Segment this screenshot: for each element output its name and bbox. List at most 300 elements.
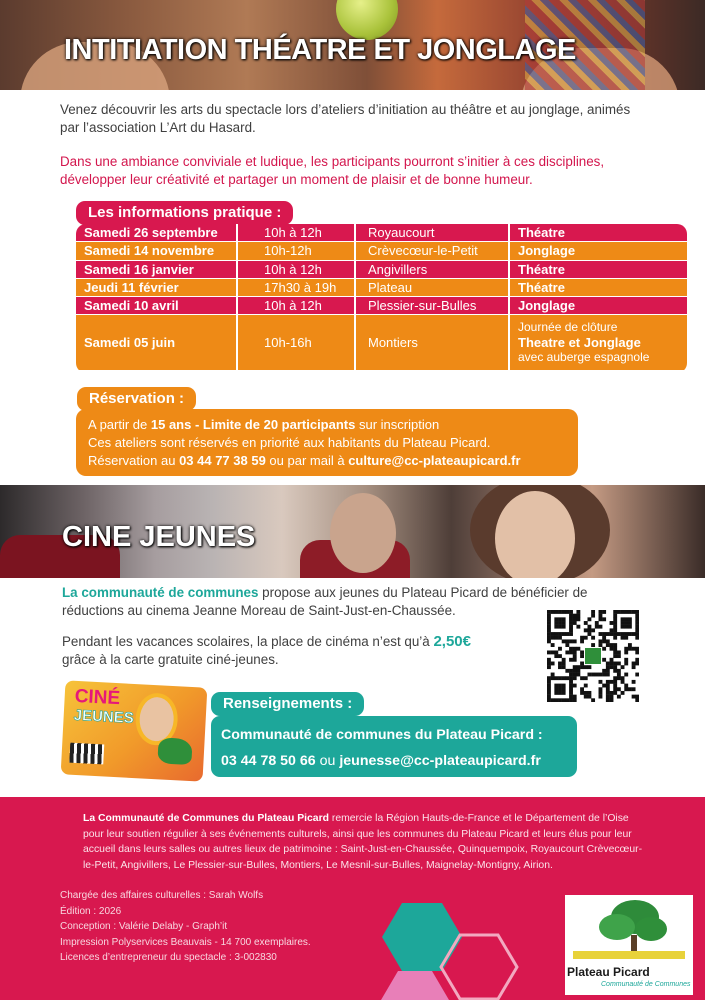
qr-module [599,680,603,684]
session-date: Jeudi 11 février [76,279,238,296]
credit-line: Licences d’entrepreneur du spectacle : 3-002830 [60,952,277,963]
qr-module [569,650,573,654]
qr-module [621,691,625,695]
qr-module [635,632,639,636]
qr-module [547,676,551,680]
qr-module [613,647,617,651]
qr-module [562,684,566,688]
qr-module [635,658,639,662]
qr-module [613,610,617,614]
qr-module [617,673,621,677]
qr-module [624,617,628,621]
reservation-line-1 [88,416,566,434]
qr-module [617,632,621,636]
credit-line: Chargée des affaires culturelles : Sarah Wolfs [60,890,264,901]
qr-module [610,691,614,695]
cine-price: 2,50€ [433,633,471,650]
qr-module [565,650,569,654]
qr-module [562,617,566,621]
qr-module [580,650,584,654]
qr-module [580,687,584,691]
card-title: CINÉ [74,685,121,710]
qr-module [632,687,636,691]
qr-module [635,610,639,614]
qr-module [602,684,606,688]
reservation-text: A partir de [88,417,151,432]
qr-module [621,636,625,640]
qr-module [606,687,610,691]
qr-module [565,643,569,647]
spectator-face [330,493,396,573]
qr-module [562,625,566,629]
qr-module [591,673,595,677]
qr-module [569,684,573,688]
reservation-line-3 [88,452,566,470]
qr-module [580,636,584,640]
session-activity [510,315,687,370]
qr-module [606,665,610,669]
qr-module [602,617,606,621]
qr-module [610,662,614,666]
qr-module [628,687,632,691]
schedule-row [76,297,687,315]
qr-module [635,636,639,640]
qr-module [558,665,562,669]
qr-module [573,654,577,658]
qr-module [613,684,617,688]
cine-jeunes-card [61,680,208,781]
qr-module [624,684,628,688]
session-activity: Théatre [518,261,565,277]
qr-module [569,698,573,702]
qr-module [610,643,614,647]
qr-module [558,687,562,691]
session-time: 10h à 12h [238,224,356,241]
closing-extra: avec auberge espagnole [518,350,650,365]
qr-module [558,662,562,666]
qr-code[interactable] [547,610,639,702]
qr-module [628,643,632,647]
tree-logo-icon [565,895,693,965]
qr-module [558,698,562,702]
qr-module [628,647,632,651]
qr-module [613,691,617,695]
qr-module [576,617,580,621]
qr-module [569,621,573,625]
qr-module [624,662,628,666]
qr-module [573,665,577,669]
qr-module [599,687,603,691]
qr-module [554,636,558,640]
qr-module [562,687,566,691]
qr-module [624,621,628,625]
qr-module [628,621,632,625]
qr-module [584,628,588,632]
qr-module [624,647,628,651]
qr-module [613,625,617,629]
qr-module [573,650,577,654]
qr-module [587,695,591,699]
qr-module [569,680,573,684]
qr-module [587,628,591,632]
reservation-limit: 20 participants [263,417,356,432]
qr-module [591,698,595,702]
renseignements-org: Communauté de communes du Plateau Picard : [221,727,543,743]
qr-module [587,665,591,669]
film-strip-icon [69,743,104,765]
session-place: Plessier-sur-Bulles [356,297,510,314]
qr-module [617,676,621,680]
qr-module [632,647,636,651]
qr-module [621,625,625,629]
qr-module [599,691,603,695]
renseignements-phone[interactable]: 03 44 78 50 66 [221,753,316,769]
closing-note: Journée de clôture [518,320,618,335]
session-place: Crèvecœur-le-Petit [356,242,510,259]
qr-module [591,610,595,614]
qr-module [613,665,617,669]
qr-module [580,691,584,695]
qr-module [558,676,562,680]
qr-module [606,643,610,647]
qr-module [617,669,621,673]
qr-module [599,673,603,677]
qr-module [573,639,577,643]
session-date: Samedi 05 juin [76,315,238,370]
qr-module [587,625,591,629]
qr-module [595,621,599,625]
qr-module [635,650,639,654]
tree-logo-icon [157,737,192,765]
session-place: Montiers [356,315,510,370]
reservation-heading: Réservation : [77,387,196,411]
qr-module [628,617,632,621]
qr-module [558,691,562,695]
qr-module [610,695,614,699]
qr-module [584,636,588,640]
qr-module [547,680,551,684]
qr-module [613,636,617,640]
qr-module [606,669,610,673]
hexagon-pink [381,971,449,1000]
qr-module [576,665,580,669]
session-time: 10h-12h [238,242,356,259]
reservation-text: - Limite de [191,417,264,432]
qr-module [565,639,569,643]
qr-module [617,687,621,691]
spectator-face [495,491,575,578]
qr-module [621,676,625,680]
qr-module [606,695,610,699]
theatre-intro-2: Dans une ambiance conviviale et ludique, les participants pourront s’initier à ces disciplines, développer leur créativité et partager un moment de plaisir et de bonne humeur. [60,154,605,187]
qr-module [628,632,632,636]
qr-module [547,698,551,702]
qr-module [621,610,625,614]
qr-module [635,673,639,677]
qr-module [606,662,610,666]
session-date: Samedi 14 novembre [76,242,238,259]
qr-module [591,628,595,632]
qr-module [565,610,569,614]
theatre-intro: Venez découvrir les arts du spectacle lors d’ateliers d’initiation au théâtre et au jonglage, animés par l’association L’Art du Hasard. [60,102,631,135]
qr-module [551,676,555,680]
qr-module [599,639,603,643]
session-activity: Théatre [518,280,565,296]
qr-module [558,647,562,651]
session-time: 17h30 à 19h [238,279,356,296]
credit-line: Impression Polyservices Beauvais - 14 700 exemplaires. [60,936,311,948]
qr-module [547,617,551,621]
qr-module [613,662,617,666]
qr-module [547,628,551,632]
qr-module [547,625,551,629]
qr-module [569,687,573,691]
qr-module [628,625,632,629]
qr-module [621,665,625,669]
qr-module [562,632,566,636]
renseignements-box [211,716,577,777]
qr-module [562,610,566,614]
qr-module [599,643,603,647]
qr-module [554,687,558,691]
qr-module [569,614,573,618]
qr-module [551,632,555,636]
session-activity: Jonglage [518,298,576,314]
renseignements-email-link[interactable]: jeunesse@cc-plateaupicard.fr [339,753,541,769]
qr-module [569,691,573,695]
qr-module [587,617,591,621]
schedule-row [76,261,687,279]
qr-module [632,662,636,666]
qr-center-logo-icon [585,648,601,664]
qr-module [558,632,562,636]
session-date: Samedi 16 janvier [76,261,238,278]
cine-text: Pendant les vacances scolaires, la place de cinéma n’est qu’à [62,634,434,649]
qr-module [599,610,603,614]
qr-module [606,639,610,643]
qr-module [635,695,639,699]
qr-module [591,643,595,647]
session-date: Samedi 10 avril [76,297,238,314]
qr-module [584,691,588,695]
qr-module [591,614,595,618]
qr-module [580,639,584,643]
qr-module [551,662,555,666]
qr-module [554,621,558,625]
qr-module [624,625,628,629]
qr-module [587,691,591,695]
qr-module [610,680,614,684]
qr-module [632,632,636,636]
qr-module [558,625,562,629]
qr-module [621,632,625,636]
qr-module [551,650,555,654]
qr-module [551,643,555,647]
qr-module [610,658,614,662]
qr-module [547,691,551,695]
qr-module [584,665,588,669]
qr-module [602,658,606,662]
qr-module [569,632,573,636]
qr-module [621,617,625,621]
qr-module [554,698,558,702]
footer-thanks-text: remercie la Région Hauts-de-France et le Département de l’Oise pour leur soutien régulier à ses événements culturels, ainsi que les communes du Plateau Picard et leurs élus pour leur accueil dans leurs salles ou autres lieux de patrimoine : Saint-Just-en-Chaussée, Quinquempoix, Royaucourt Crèvecœur-le-Petit, Angivillers, Le Plessier-sur-Bulles, Montiers, Le Mesnil-sur-Bulles, Maignelay-Montigny, Airion. [83,813,643,871]
qr-module [547,639,551,643]
qr-module [602,673,606,677]
qr-module [562,621,566,625]
qr-module [602,647,606,651]
qr-module [573,647,577,651]
qr-module [569,658,573,662]
qr-module [635,617,639,621]
qr-module [558,684,562,688]
logo-subtitle: Communauté de Communes [601,981,691,988]
session-place: Angivillers [356,261,510,278]
qr-module [547,695,551,699]
qr-module [584,621,588,625]
qr-module [602,610,606,614]
qr-module [602,639,606,643]
qr-module [624,632,628,636]
qr-module [569,639,573,643]
qr-module [558,621,562,625]
qr-module [613,687,617,691]
theatre-section-title: INTITIATION THÉATRE ET JONGLAGE [64,34,576,66]
qr-module [551,636,555,640]
qr-module [606,684,610,688]
qr-module [610,628,614,632]
schedule-row [76,279,687,297]
qr-module [554,691,558,695]
qr-module [547,687,551,691]
qr-module [547,650,551,654]
closing-activity: Theatre et Jonglage [518,335,641,351]
qr-module [562,658,566,662]
qr-module [580,662,584,666]
qr-module [635,614,639,618]
cine-text: grâce à la carte gratuite ciné-jeunes. [62,652,279,667]
qr-module [569,695,573,699]
qr-module [576,669,580,673]
qr-module [569,669,573,673]
qr-module [624,650,628,654]
qr-module [576,647,580,651]
footer-thanks [83,811,649,873]
qr-module [573,621,577,625]
qr-module [613,628,617,632]
qr-module [606,691,610,695]
qr-module [551,610,555,614]
reservation-line-2: Ces ateliers sont réservés en priorité aux habitants du Plateau Picard. [88,435,491,450]
qr-module [573,698,577,702]
qr-module [610,632,614,636]
cine-org-highlight: La communauté de communes [62,585,259,600]
qr-module [551,698,555,702]
qr-module [617,662,621,666]
qr-module [613,617,617,621]
credit-line: Édition : 2026 [60,905,122,917]
cine-paragraph-2 [62,633,471,669]
qr-module [606,632,610,636]
qr-module [573,669,577,673]
qr-module [599,695,603,699]
qr-module [624,636,628,640]
qr-module [547,665,551,669]
qr-module [558,636,562,640]
qr-module [617,695,621,699]
qr-module [584,695,588,699]
qr-module [632,680,636,684]
qr-module [562,676,566,680]
qr-module [576,610,580,614]
qr-module [617,650,621,654]
reservation-text: Réservation au [88,453,180,468]
cine-paragraph-1 [62,584,588,620]
qr-module [573,676,577,680]
qr-module [584,676,588,680]
qr-module [573,684,577,688]
qr-module [573,617,577,621]
qr-module [606,680,610,684]
qr-module [573,658,577,662]
info-heading: Les informations pratique : [76,201,293,225]
qr-module [562,662,566,666]
session-activity: Jonglage [518,243,576,259]
qr-module [565,698,569,702]
qr-module [617,610,621,614]
qr-module [576,625,580,629]
qr-module [569,625,573,629]
qr-module [624,610,628,614]
qr-module [624,687,628,691]
session-time: 10h-16h [238,315,356,370]
qr-module [635,628,639,632]
qr-module [554,684,558,688]
qr-module [613,676,617,680]
cine-text: propose aux jeunes du Plateau Picard de bénéficier de [258,585,588,600]
qr-module [547,662,551,666]
hexagon-decoration [370,893,550,1000]
qr-module [635,662,639,666]
credits [60,888,311,966]
qr-module [565,676,569,680]
qr-module [617,654,621,658]
qr-module [613,643,617,647]
qr-module [558,610,562,614]
qr-module [547,614,551,618]
qr-module [558,617,562,621]
reservation-box [76,409,578,476]
qr-module [599,617,603,621]
renseignements-contact [221,748,567,774]
qr-module [569,647,573,651]
reservation-phone[interactable]: 03 44 77 38 59 [179,453,266,468]
qr-module [613,680,617,684]
qr-module [632,665,636,669]
session-time: 10h à 12h [238,261,356,278]
hexagon-teal [382,903,462,971]
qr-module [576,614,580,618]
qr-module [613,669,617,673]
reservation-email-link[interactable]: culture@cc-plateaupicard.fr [348,453,521,468]
session-activity: Théatre [518,225,565,241]
qr-module [554,625,558,629]
qr-module [554,632,558,636]
qr-module [580,654,584,658]
qr-module [547,610,551,614]
qr-module [573,673,577,677]
qr-module [565,632,569,636]
